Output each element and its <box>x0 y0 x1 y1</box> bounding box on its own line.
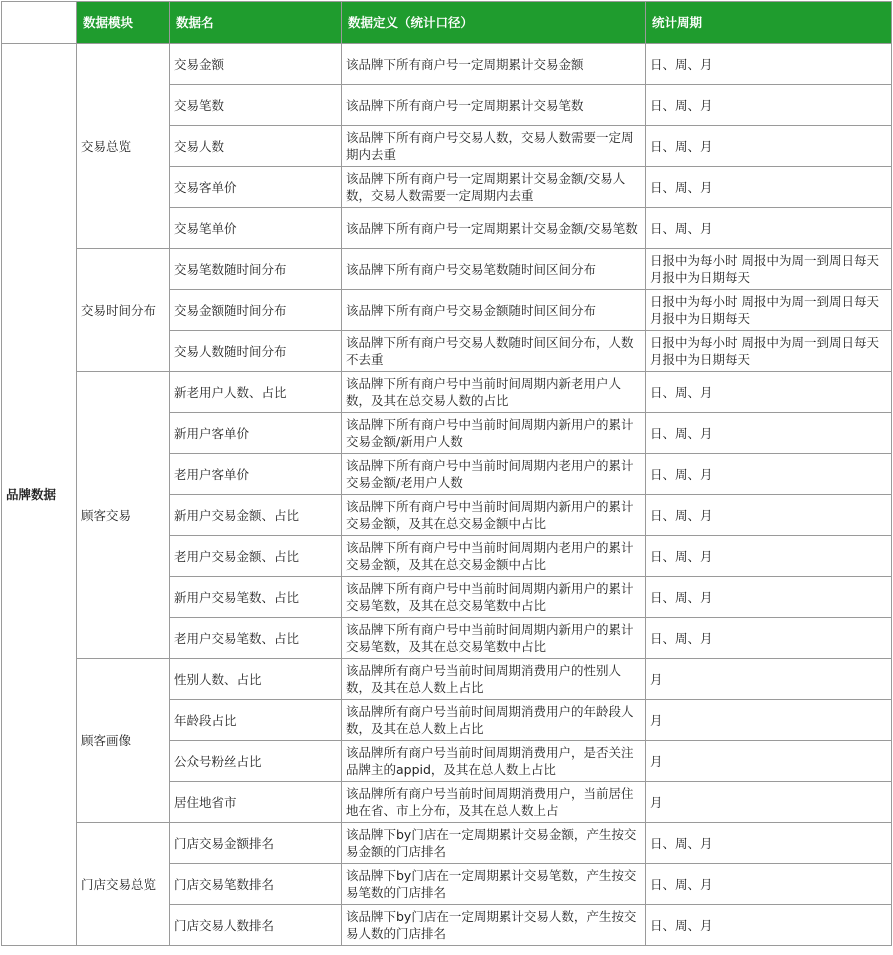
name-cell: 性别人数、占比 <box>170 659 342 700</box>
definition-cell: 该品牌下所有商户号交易金额随时间区间分布 <box>342 290 646 331</box>
name-cell: 交易笔单价 <box>170 208 342 249</box>
definition-cell: 该品牌下所有商户号交易人数，交易人数需要一定周期内去重 <box>342 126 646 167</box>
table-body <box>2 44 892 946</box>
period-cell: 日、周、月 <box>646 208 892 249</box>
table-header-row <box>2 2 892 44</box>
table-row <box>2 44 892 85</box>
header-module: 数据模块 <box>77 2 170 44</box>
period-cell: 日、周、月 <box>646 536 892 577</box>
period-cell: 日报中为每小时 周报中为周一到周日每天 月报中为日期每天 <box>646 290 892 331</box>
name-cell: 门店交易人数排名 <box>170 905 342 946</box>
header-name: 数据名 <box>170 2 342 44</box>
module-cell: 交易时间分布 <box>77 249 170 372</box>
definition-cell: 该品牌下所有商户号中当前时间周期内新用户的累计交易笔数，及其在总交易笔数中占比 <box>342 618 646 659</box>
module-cell: 顾客画像 <box>77 659 170 823</box>
period-cell: 日、周、月 <box>646 864 892 905</box>
definition-cell: 该品牌下所有商户号一定周期累计交易金额 <box>342 44 646 85</box>
period-cell: 日、周、月 <box>646 413 892 454</box>
period-cell: 日、周、月 <box>646 618 892 659</box>
definition-cell: 该品牌下所有商户号一定周期累计交易金额/交易人数，交易人数需要一定周期内去重 <box>342 167 646 208</box>
module-cell: 顾客交易 <box>77 372 170 659</box>
definition-cell: 该品牌下by门店在一定周期累计交易金额，产生按交易金额的门店排名 <box>342 823 646 864</box>
name-cell: 新用户客单价 <box>170 413 342 454</box>
header-definition: 数据定义（统计口径） <box>342 2 646 44</box>
definition-cell: 该品牌下所有商户号中当前时间周期内新老用户人数，及其在总交易人数的占比 <box>342 372 646 413</box>
definition-cell: 该品牌下所有商户号中当前时间周期内老用户的累计交易金额，及其在总交易金额中占比 <box>342 536 646 577</box>
name-cell: 交易笔数 <box>170 85 342 126</box>
definition-cell: 该品牌下所有商户号一定周期累计交易金额/交易笔数 <box>342 208 646 249</box>
definition-cell: 该品牌下by门店在一定周期累计交易人数，产生按交易人数的门店排名 <box>342 905 646 946</box>
name-cell: 居住地省市 <box>170 782 342 823</box>
table-row <box>2 249 892 290</box>
definition-cell: 该品牌所有商户号当前时间周期消费用户，当前居住地在省、市上分布，及其在总人数上占 <box>342 782 646 823</box>
module-cell: 交易总览 <box>77 44 170 249</box>
period-cell: 日、周、月 <box>646 905 892 946</box>
period-cell: 月 <box>646 659 892 700</box>
table-row <box>2 372 892 413</box>
category-cell: 品牌数据 <box>2 44 77 946</box>
name-cell: 公众号粉丝占比 <box>170 741 342 782</box>
name-cell: 年龄段占比 <box>170 700 342 741</box>
table-row <box>2 659 892 700</box>
definition-cell: 该品牌下所有商户号中当前时间周期内新用户的累计交易金额/新用户人数 <box>342 413 646 454</box>
name-cell: 交易客单价 <box>170 167 342 208</box>
period-cell: 日、周、月 <box>646 577 892 618</box>
period-cell: 月 <box>646 782 892 823</box>
definition-cell: 该品牌下所有商户号交易人数随时间区间分布，人数不去重 <box>342 331 646 372</box>
name-cell: 新用户交易金额、占比 <box>170 495 342 536</box>
period-cell: 日、周、月 <box>646 372 892 413</box>
definition-cell: 该品牌下所有商户号交易笔数随时间区间分布 <box>342 249 646 290</box>
definition-cell: 该品牌所有商户号当前时间周期消费用户的年龄段人数，及其在总人数上占比 <box>342 700 646 741</box>
module-cell: 门店交易总览 <box>77 823 170 946</box>
name-cell: 新用户交易笔数、占比 <box>170 577 342 618</box>
definition-cell: 该品牌下所有商户号一定周期累计交易笔数 <box>342 85 646 126</box>
period-cell: 日、周、月 <box>646 44 892 85</box>
brand-data-table <box>1 1 892 946</box>
period-cell: 月 <box>646 700 892 741</box>
name-cell: 交易人数随时间分布 <box>170 331 342 372</box>
period-cell: 日、周、月 <box>646 126 892 167</box>
name-cell: 新老用户人数、占比 <box>170 372 342 413</box>
definition-cell: 该品牌下by门店在一定周期累计交易笔数，产生按交易笔数的门店排名 <box>342 864 646 905</box>
definition-cell: 该品牌所有商户号当前时间周期消费用户的性别人数，及其在总人数上占比 <box>342 659 646 700</box>
name-cell: 交易金额随时间分布 <box>170 290 342 331</box>
definition-cell: 该品牌下所有商户号中当前时间周期内新用户的累计交易笔数，及其在总交易笔数中占比 <box>342 577 646 618</box>
name-cell: 门店交易笔数排名 <box>170 864 342 905</box>
table-row <box>2 823 892 864</box>
name-cell: 交易金额 <box>170 44 342 85</box>
definition-cell: 该品牌所有商户号当前时间周期消费用户，是否关注品牌主的appid，及其在总人数上占比 <box>342 741 646 782</box>
name-cell: 老用户交易金额、占比 <box>170 536 342 577</box>
name-cell: 交易人数 <box>170 126 342 167</box>
period-cell: 日、周、月 <box>646 454 892 495</box>
name-cell: 交易笔数随时间分布 <box>170 249 342 290</box>
name-cell: 门店交易金额排名 <box>170 823 342 864</box>
period-cell: 日报中为每小时 周报中为周一到周日每天 月报中为日期每天 <box>646 331 892 372</box>
period-cell: 日、周、月 <box>646 495 892 536</box>
period-cell: 日、周、月 <box>646 823 892 864</box>
corner-cell <box>2 2 77 44</box>
period-cell: 日、周、月 <box>646 167 892 208</box>
period-cell: 月 <box>646 741 892 782</box>
name-cell: 老用户客单价 <box>170 454 342 495</box>
header-period: 统计周期 <box>646 2 892 44</box>
name-cell: 老用户交易笔数、占比 <box>170 618 342 659</box>
period-cell: 日报中为每小时 周报中为周一到周日每天 月报中为日期每天 <box>646 249 892 290</box>
period-cell: 日、周、月 <box>646 85 892 126</box>
definition-cell: 该品牌下所有商户号中当前时间周期内新用户的累计交易金额，及其在总交易金额中占比 <box>342 495 646 536</box>
definition-cell: 该品牌下所有商户号中当前时间周期内老用户的累计交易金额/老用户人数 <box>342 454 646 495</box>
